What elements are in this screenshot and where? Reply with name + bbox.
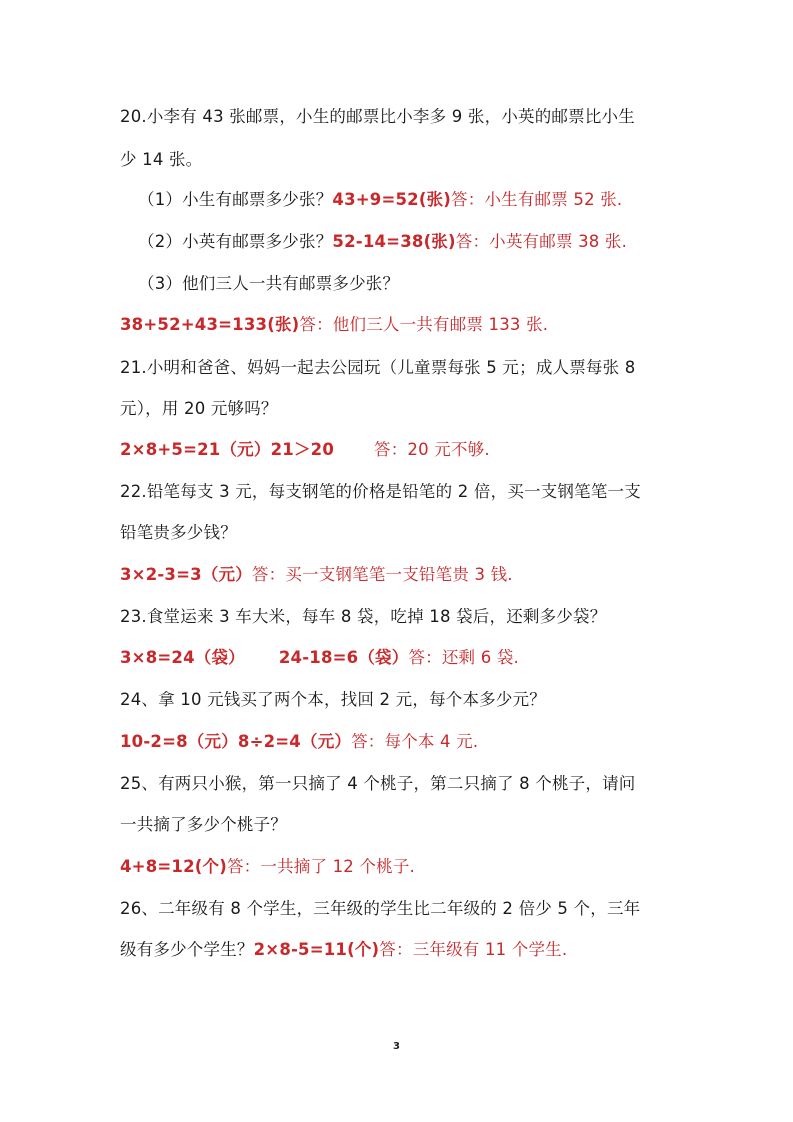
q24-calc: 10-2=8（元）8÷2=4（元） — [120, 732, 352, 751]
q22-answer: 答：买一支钢笔笔一支铅笔贵 3 钱. — [251, 565, 513, 584]
q26-line2 — [120, 938, 567, 962]
q20-sub3-answer: 答：他们三人一共有邮票 133 张. — [299, 315, 549, 334]
q20-sub3-calc: 38+52+43=133(张) — [120, 315, 300, 334]
q23-calc2: 24-18=6（袋） — [278, 648, 409, 667]
q22-answer-line — [120, 563, 513, 587]
q23-answer: 答：还剩 6 袋. — [408, 648, 519, 667]
q25-line2: 一共摘了多少个桃子？ — [120, 815, 287, 834]
page-number: 3 — [393, 1041, 400, 1052]
q20-line1: 20.小李有 43 张邮票，小生的邮票比小李多 9 张，小英的邮票比小生 — [120, 107, 635, 126]
q21-line1: 21.小明和爸爸、妈妈一起去公园玩（儿童票每张 5 元；成人票每张 8 — [120, 358, 636, 377]
q20-sub2-answer: 答：小英有邮票 38 张. — [455, 232, 628, 251]
q25-calc: 4+8=12(个) — [120, 857, 227, 876]
q20-sub1-answer: 答：小生有邮票 52 张. — [451, 190, 623, 209]
q22-calc: 3×2-3=3（元） — [120, 565, 252, 584]
q25-answer-line — [120, 855, 415, 879]
q20-sub2-question: （2）小英有邮票多少张？ — [138, 232, 333, 251]
q26-answer: 答：三年级有 11 个学生. — [379, 940, 568, 959]
q21-line2: 元），用 20 元够吗？ — [120, 399, 278, 418]
q20-sub1-question: （1）小生有邮票多少张？ — [138, 190, 333, 209]
q20-sub2 — [138, 230, 627, 254]
q23-answer-line — [120, 646, 519, 670]
q22-line1: 22.铅笔每支 3 元，每支钢笔的价格是铅笔的 2 倍，买一支钢笔笔一支 — [120, 482, 641, 501]
q25-answer: 答：一共摘了 12 个桃子. — [226, 857, 415, 876]
q20-line2: 少 14 张。 — [120, 150, 203, 169]
q21-answer-line — [120, 438, 490, 462]
q20-sub3-question: （3）他们三人一共有邮票多少张？ — [138, 274, 400, 293]
q24-answer: 答：每个本 4 元. — [351, 732, 479, 751]
q23-line1: 23.食堂运来 3 车大米，每车 8 袋，吃掉 18 袋后，还剩多少袋？ — [120, 607, 607, 626]
q24-line1: 24、拿 10 元钱买了两个本，找回 2 元，每个本多少元？ — [120, 690, 546, 709]
q20-sub2-calc: 52-14=38(张) — [332, 232, 456, 251]
q25-line1: 25、有两只小猴，第一只摘了 4 个桃子，第二只摘了 8 个桃子，请问 — [120, 774, 636, 793]
q21-calc: 2×8+5=21（元）21＞20 — [120, 440, 335, 459]
q22-line2: 铅笔贵多少钱？ — [120, 523, 237, 542]
q26-line1: 26、二年级有 8 个学生，三年级的学生比二年级的 2 倍少 5 个，三年 — [120, 899, 641, 918]
q26-question-tail: 级有多少个学生？ — [120, 940, 254, 959]
q26-calc: 2×8-5=11(个) — [253, 940, 380, 959]
q23-calc1: 3×8=24（袋） — [120, 648, 245, 667]
q20-sub1 — [138, 188, 622, 212]
q21-answer: 答：20 元不够. — [374, 440, 490, 459]
q20-sub3-answer-line — [120, 313, 548, 337]
q24-answer-line — [120, 730, 478, 754]
q20-sub1-calc: 43+9=52(张) — [332, 190, 452, 209]
